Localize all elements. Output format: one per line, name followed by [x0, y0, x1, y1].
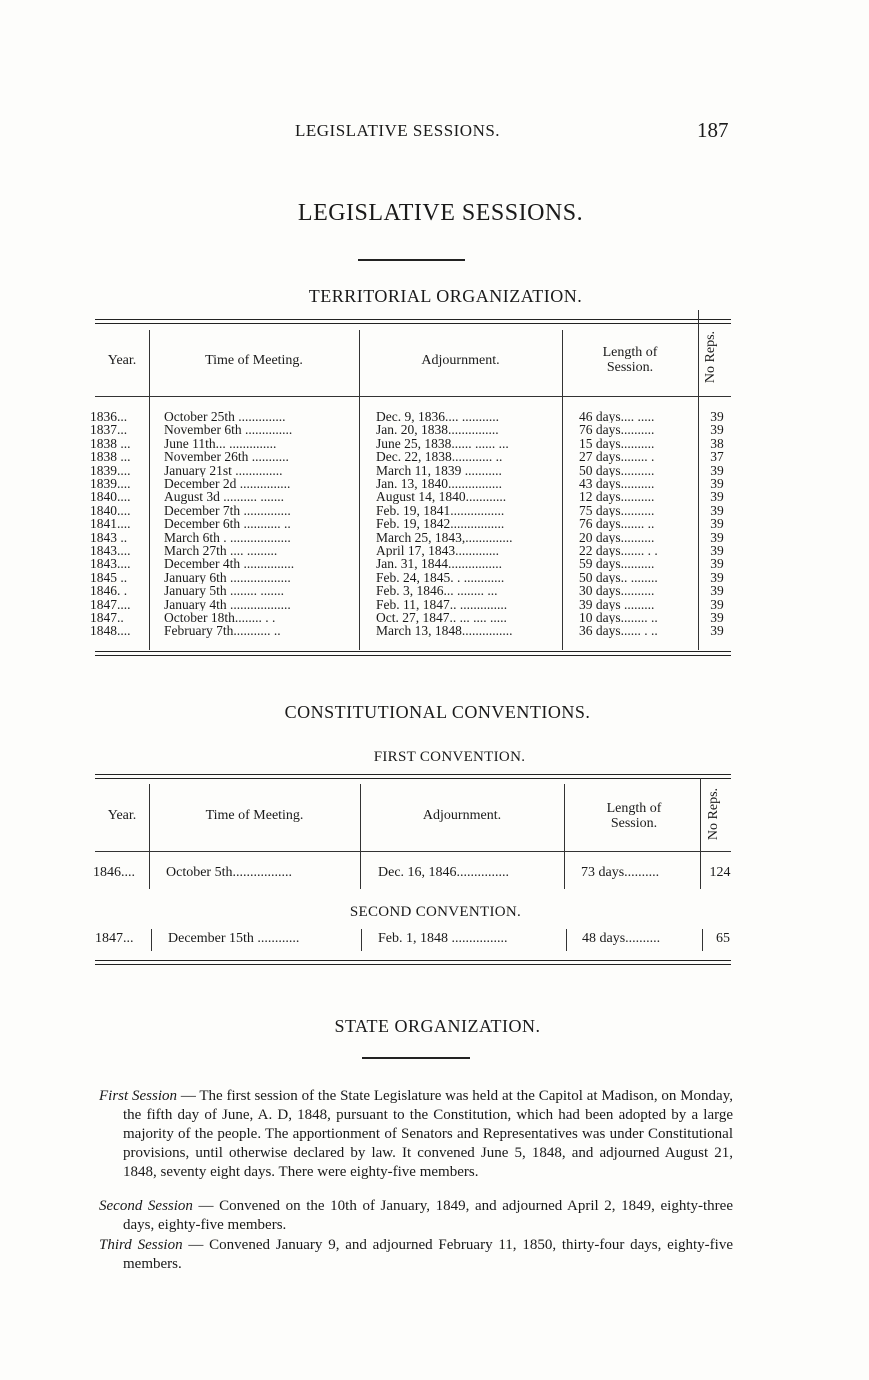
column-header-meeting: Time of Meeting.	[205, 808, 304, 823]
column-header-length: Length of Session.	[606, 801, 662, 831]
column-divider	[564, 784, 565, 889]
column-divider	[149, 784, 150, 889]
cell-meeting: January 4th ..................	[164, 597, 291, 611]
cell-reps: 39	[710, 423, 724, 437]
cell-reps: 39	[710, 611, 724, 625]
table-row	[0, 490, 869, 503]
table-row	[0, 611, 869, 624]
column-header-adjournment: Adjournment.	[421, 353, 500, 368]
table-bottom-rule	[95, 960, 731, 965]
cell-adjournment: Dec. 9, 1836.... ...........	[376, 410, 499, 424]
cell-meeting: December 4th ...............	[164, 557, 295, 571]
cell-meeting: January 6th ..................	[164, 570, 291, 585]
table-row	[0, 544, 869, 557]
column-divider	[700, 778, 701, 889]
cell-adjournment: Feb. 19, 1841................	[376, 503, 505, 518]
table-row	[0, 584, 869, 597]
table-row	[0, 624, 869, 637]
cell-adjournment: August 14, 1840............	[376, 490, 507, 504]
table-row	[0, 410, 869, 423]
cell-adjournment: Dec. 22, 1838............ ..	[376, 450, 503, 464]
cell-length: 59 days..........	[579, 557, 655, 571]
cell-reps: 39	[710, 584, 724, 598]
column-header-reps: No Reps.	[703, 330, 718, 384]
state-heading: STATE ORGANIZATION.	[334, 1016, 541, 1036]
paragraph-lead: Third Session	[99, 1237, 183, 1253]
cell-year: 1847....	[90, 597, 131, 611]
cell-meeting: March 6th . ..................	[164, 530, 291, 544]
table-row	[0, 504, 869, 517]
cell-year: 1839....	[90, 477, 131, 491]
cell-meeting: March 27th .... .........	[164, 544, 278, 558]
cell-adjournment: Feb. 24, 1845. . ............	[376, 570, 505, 585]
cell-adjournment: Feb. 1, 1848 ................	[378, 931, 508, 946]
third-session-paragraph	[99, 1236, 733, 1274]
paragraph-lead: Second Session	[99, 1198, 193, 1214]
cell-length: 48 days..........	[582, 931, 661, 946]
cell-adjournment: Oct. 27, 1847.. ... .... .....	[376, 611, 507, 625]
state-heading-rule	[362, 1057, 470, 1059]
cell-adjournment: Feb. 19, 1842................	[376, 517, 505, 531]
cell-length: 30 days..........	[579, 584, 655, 598]
cell-length: 50 days..........	[579, 463, 655, 477]
cell-year: 1838 ...	[90, 436, 131, 451]
cell-reps: 39	[710, 517, 724, 531]
title-rule	[358, 259, 465, 261]
cell-adjournment: Jan. 13, 1840................	[376, 477, 502, 491]
cell-adjournment: April 17, 1843.............	[376, 544, 499, 558]
second-convention-heading: SECOND CONVENTION.	[349, 904, 522, 920]
cell-reps: 65	[716, 931, 730, 946]
cell-meeting: October 5th.................	[166, 865, 292, 880]
cell-length: 50 days.. ........	[579, 570, 658, 585]
column-header-reps: No Reps.	[706, 787, 721, 841]
conventions-heading: CONSTITUTIONAL CONVENTIONS.	[284, 702, 591, 722]
first-session-paragraph	[99, 1087, 733, 1182]
cell-adjournment: March 11, 1839 ...........	[376, 463, 502, 477]
cell-length: 39 days .........	[579, 597, 655, 611]
cell-reps: 39	[710, 624, 724, 638]
paragraph-text: — The first session of the State Legislature was held at the Capitol at Madison, on Monday, the fifth day of June, A. D, 1848, pursuant to the Constitution, which had been adopted by a large majority of the people. The apportionment of Senators and Representatives was under Constitutional provisions, until otherwise declared by law. It convened June 5, 1848, and adjourned August 21, 1848, seventy eight days. There were eighty-five members.	[123, 1088, 733, 1180]
cell-meeting: December 15th ............	[168, 931, 300, 946]
cell-length: 10 days........ ..	[579, 611, 658, 625]
cell-adjournment: Dec. 16, 1846...............	[378, 865, 510, 880]
cell-adjournment: June 25, 1838...... ...... ...	[376, 436, 509, 451]
cell-length: 46 days.... .....	[579, 410, 655, 424]
table-row	[0, 450, 869, 463]
table-row	[0, 423, 869, 436]
cell-reps: 39	[710, 597, 724, 611]
cell-reps: 38	[710, 436, 724, 451]
cell-meeting: January 21st ..............	[164, 463, 283, 477]
paragraph-text: — Convened on the 10th of January, 1849, and adjourned April 2, 1849, eighty-three days, eighty-five members.	[123, 1198, 733, 1233]
first-convention-heading: FIRST CONVENTION.	[373, 749, 526, 765]
cell-length: 15 days..........	[579, 436, 655, 451]
cell-reps: 39	[710, 530, 724, 544]
cell-reps: 39	[710, 463, 724, 477]
cell-year: 1837...	[90, 423, 128, 437]
cell-adjournment: Feb. 11, 1847.. ..............	[376, 597, 508, 611]
column-header-length: Length of Session.	[602, 345, 658, 375]
cell-reps: 37	[710, 450, 724, 464]
table-row	[0, 598, 869, 611]
cell-length: 36 days...... . ..	[579, 624, 658, 638]
cell-meeting: June 11th... ..............	[164, 436, 277, 451]
cell-year: 1847...	[95, 931, 134, 946]
cell-reps: 39	[710, 503, 724, 518]
header-bottom-rule	[95, 851, 731, 852]
column-divider	[566, 929, 567, 951]
territorial-heading: TERRITORIAL ORGANIZATION.	[308, 286, 583, 306]
cell-meeting: October 18th........ . .	[164, 611, 276, 625]
cell-reps: 39	[710, 557, 724, 571]
column-divider	[361, 929, 362, 951]
cell-year: 1838 ...	[90, 450, 131, 464]
running-head: LEGISLATIVE SESSIONS.	[295, 121, 501, 140]
cell-length: 22 days....... . .	[579, 544, 658, 558]
cell-year: 1843 ..	[90, 530, 128, 544]
table-row	[0, 571, 869, 584]
table-top-rule	[95, 319, 731, 324]
table-row	[0, 437, 869, 450]
cell-meeting: January 5th ........ .......	[164, 584, 284, 598]
cell-meeting: November 26th ...........	[164, 450, 289, 464]
cell-year: 1840....	[90, 503, 131, 518]
cell-meeting: December 6th ........... ..	[164, 517, 291, 531]
cell-adjournment: Jan. 31, 1844................	[376, 557, 502, 571]
page-number: 187	[697, 118, 729, 142]
paragraph-lead: First Session	[99, 1088, 177, 1104]
cell-meeting: December 7th ..............	[164, 503, 291, 518]
cell-year: 1841....	[90, 517, 131, 531]
cell-year: 1845 ..	[90, 570, 128, 585]
cell-year: 1843....	[90, 544, 131, 558]
cell-adjournment: March 25, 1843,..............	[376, 530, 513, 544]
table-row	[0, 464, 869, 477]
cell-meeting: August 3d .......... .......	[164, 490, 285, 504]
cell-meeting: February 7th........... ..	[164, 624, 281, 638]
cell-length: 76 days....... ..	[579, 517, 655, 531]
cell-adjournment: Jan. 20, 1838...............	[376, 423, 499, 437]
cell-length: 12 days..........	[579, 490, 655, 504]
cell-year: 1847..	[90, 611, 124, 625]
column-divider	[702, 929, 703, 951]
cell-year: 1840....	[90, 490, 131, 504]
cell-year: 1843....	[90, 557, 131, 571]
cell-length: 20 days..........	[579, 530, 655, 544]
cell-length: 75 days..........	[579, 503, 655, 518]
table-bottom-rule	[95, 651, 731, 656]
column-header-meeting: Time of Meeting.	[205, 353, 303, 368]
column-header-year: Year.	[107, 808, 137, 823]
cell-year: 1839....	[90, 463, 131, 477]
cell-year: 1846....	[93, 865, 135, 880]
cell-reps: 39	[710, 477, 724, 491]
table-top-rule	[95, 774, 731, 779]
cell-reps: 39	[710, 490, 724, 504]
table-row	[0, 517, 869, 530]
column-divider	[360, 784, 361, 889]
header-bottom-rule	[95, 396, 731, 397]
cell-reps: 124	[709, 865, 731, 880]
page-title: LEGISLATIVE SESSIONS.	[297, 200, 584, 226]
cell-meeting: December 2d ...............	[164, 477, 291, 491]
cell-length: 73 days..........	[581, 865, 660, 880]
second-session-paragraph	[99, 1197, 733, 1235]
cell-meeting: October 25th ..............	[164, 410, 286, 424]
column-divider	[151, 929, 152, 951]
column-header-year: Year.	[107, 353, 137, 368]
table-row	[0, 477, 869, 490]
cell-adjournment: Feb. 3, 1846... ........ ...	[376, 584, 498, 598]
table-row	[0, 557, 869, 570]
cell-reps: 39	[710, 410, 724, 424]
cell-year: 1846. .	[90, 584, 128, 598]
cell-year: 1848....	[90, 624, 131, 638]
cell-length: 27 days........ .	[579, 450, 655, 464]
cell-length: 43 days..........	[579, 477, 655, 491]
cell-year: 1836...	[90, 410, 128, 424]
table-row	[0, 531, 869, 544]
cell-meeting: November 6th ..............	[164, 423, 293, 437]
paragraph-text: — Convened January 9, and adjourned February 11, 1850, thirty-four days, eighty-five members.	[123, 1237, 733, 1272]
cell-adjournment: March 13, 1848...............	[376, 624, 513, 638]
cell-length: 76 days..........	[579, 423, 655, 437]
cell-reps: 39	[710, 544, 724, 558]
cell-reps: 39	[710, 570, 724, 585]
column-header-adjournment: Adjournment.	[422, 808, 502, 823]
